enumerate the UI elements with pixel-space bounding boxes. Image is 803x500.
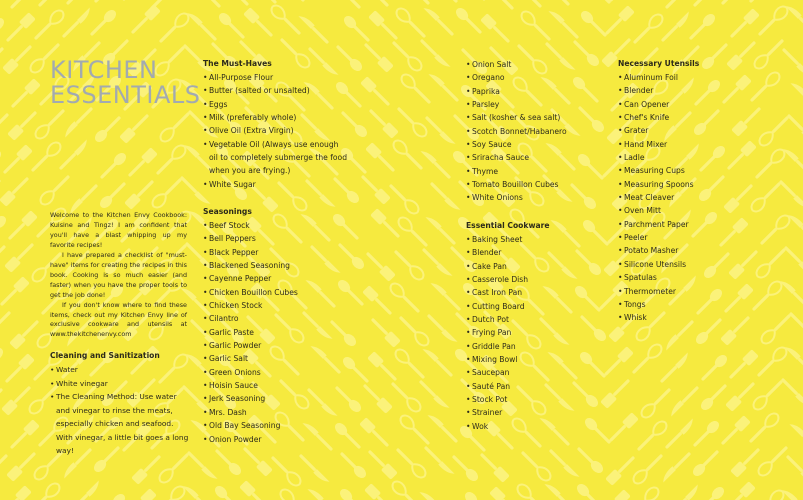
knife-icon bbox=[426, 313, 458, 345]
seasonings-list bbox=[203, 219, 363, 446]
knife-icon bbox=[660, 11, 692, 43]
knife-icon bbox=[70, 480, 102, 500]
spatula-icon bbox=[361, 40, 394, 73]
list-item: • Milk (preferably whole) bbox=[203, 111, 363, 124]
knife-icon bbox=[427, 412, 459, 444]
knife-icon bbox=[190, 0, 222, 9]
knife-icon bbox=[429, 181, 461, 213]
knife-icon bbox=[420, 148, 452, 180]
knife-icon bbox=[669, 484, 701, 500]
knife-icon bbox=[302, 0, 334, 1]
whisk-icon bbox=[388, 281, 423, 316]
list-item: • White vinegar bbox=[50, 377, 190, 391]
whisk-icon bbox=[518, 448, 553, 483]
list-item: • Black Pepper bbox=[203, 246, 363, 259]
cleaning-section bbox=[50, 350, 190, 458]
knife-icon bbox=[423, 445, 455, 477]
whisk-icon bbox=[751, 377, 786, 412]
spatula-icon bbox=[0, 276, 30, 309]
whisk-icon bbox=[751, 488, 786, 500]
spoon-icon bbox=[458, 0, 489, 4]
spatula-icon bbox=[366, 106, 399, 139]
list-item: • Aluminum Foil bbox=[618, 71, 768, 84]
spatula-icon bbox=[726, 349, 759, 382]
list-item: • Wok bbox=[466, 420, 616, 433]
knife-icon bbox=[664, 418, 696, 450]
whisk-icon bbox=[28, 140, 63, 175]
spatula-icon bbox=[606, 0, 639, 5]
knife-icon bbox=[425, 214, 457, 246]
whisk-icon bbox=[755, 4, 790, 39]
spatula-icon bbox=[723, 481, 756, 500]
spatula-icon bbox=[0, 144, 33, 177]
list-item: • Thyme bbox=[466, 165, 616, 178]
knife-icon bbox=[424, 115, 456, 147]
list-item: • Garlic Salt bbox=[203, 352, 363, 365]
list-item: • Cayenne Pepper bbox=[203, 272, 363, 285]
list-item: • Cast Iron Pan bbox=[466, 286, 616, 299]
whisk-icon bbox=[393, 445, 428, 480]
whisk-icon bbox=[152, 484, 187, 500]
list-item: • Paprika bbox=[466, 85, 616, 98]
spoon-icon bbox=[574, 444, 605, 475]
spatula-icon bbox=[598, 489, 631, 500]
list-item: • Spatulas bbox=[618, 271, 768, 284]
cookware-heading: Essential Cookware bbox=[466, 221, 550, 230]
list-item: • Eggs bbox=[203, 98, 363, 111]
list-item: • Water bbox=[50, 363, 190, 377]
list-item: • Chicken Stock bbox=[203, 299, 363, 312]
spoon-icon bbox=[583, 0, 614, 7]
list-item: • Meat Cleaver bbox=[618, 191, 768, 204]
spatula-icon bbox=[360, 76, 393, 109]
knife-icon bbox=[548, 8, 580, 40]
utensils-list bbox=[618, 71, 768, 325]
whisk-icon bbox=[631, 451, 666, 486]
spatula-icon bbox=[128, 4, 161, 37]
whisk-icon bbox=[27, 481, 62, 500]
cleaning-heading: Cleaning and Sanitization bbox=[50, 351, 160, 360]
list-item: • Cilantro bbox=[203, 312, 363, 325]
spoon-icon bbox=[0, 346, 5, 377]
spatula-icon bbox=[477, 450, 510, 483]
whisk-icon bbox=[389, 38, 424, 73]
whisk-icon bbox=[399, 72, 434, 107]
whisk-icon bbox=[391, 247, 426, 282]
utensils-section bbox=[618, 58, 768, 325]
knife-icon bbox=[419, 489, 451, 500]
whisk-icon bbox=[269, 3, 304, 38]
list-item: • Dutch Pot bbox=[466, 313, 616, 326]
spatula-icon bbox=[727, 8, 760, 41]
spoon-icon bbox=[0, 451, 11, 482]
whisk-icon bbox=[398, 413, 433, 448]
spoon-icon bbox=[221, 0, 252, 9]
spatula-icon bbox=[0, 174, 32, 207]
whisk-icon bbox=[754, 345, 789, 380]
list-item: • Chicken Bouillon Cubes bbox=[203, 286, 363, 299]
list-item: • Hand Mixer bbox=[618, 138, 768, 151]
list-item: • Measuring Spoons bbox=[618, 178, 768, 191]
knife-icon bbox=[307, 486, 339, 500]
spoon-icon bbox=[91, 0, 122, 6]
list-item: • White Sugar bbox=[203, 178, 363, 191]
spoon-icon bbox=[698, 353, 729, 384]
whisk-icon bbox=[396, 215, 431, 250]
cookware-section bbox=[466, 220, 616, 433]
knife-icon bbox=[298, 13, 330, 45]
list-item: • Mrs. Dash bbox=[203, 406, 363, 419]
spatula-icon bbox=[124, 488, 157, 500]
knife-icon bbox=[65, 0, 97, 6]
list-item: • Blender bbox=[618, 84, 768, 97]
knife-icon bbox=[423, 5, 455, 37]
list-item: • Frying Pan bbox=[466, 326, 616, 339]
knife-icon bbox=[186, 450, 218, 482]
knife-icon bbox=[783, 245, 803, 277]
spoon-icon bbox=[686, 12, 717, 43]
list-item: • Hoisin Sauce bbox=[203, 379, 363, 392]
spatula-icon bbox=[7, 0, 40, 12]
whisk-icon bbox=[268, 453, 303, 488]
knife-icon bbox=[778, 179, 803, 211]
list-item: • Sriracha Sauce bbox=[466, 151, 616, 164]
knife-icon bbox=[430, 280, 462, 312]
knife-icon bbox=[789, 421, 803, 453]
knife-icon bbox=[781, 47, 803, 79]
list-item: • Salt (kosher & sea salt) bbox=[466, 111, 616, 124]
whisk-icon bbox=[629, 342, 664, 377]
spoon-icon bbox=[691, 447, 722, 478]
page-title bbox=[50, 58, 201, 108]
knife-icon bbox=[779, 278, 803, 310]
list-item: • Scotch Bonnet/Habanero bbox=[466, 125, 616, 138]
list-item: • Oven Mitt bbox=[618, 204, 768, 217]
spoon-icon bbox=[463, 490, 494, 500]
spoon-icon bbox=[93, 113, 124, 144]
must-haves-section bbox=[203, 58, 363, 191]
spoon-icon bbox=[690, 419, 721, 450]
knife-icon bbox=[421, 247, 453, 279]
spoon-icon bbox=[579, 9, 610, 40]
spoon-icon bbox=[87, 8, 118, 39]
knife-icon bbox=[785, 3, 803, 35]
spoon-icon bbox=[0, 16, 6, 47]
list-item: • Can Opener bbox=[618, 98, 768, 111]
whisk-icon bbox=[31, 8, 66, 43]
spatula-icon bbox=[718, 0, 751, 8]
list-item: • Tomato Bouillon Cubes bbox=[466, 178, 616, 191]
spoon-icon bbox=[695, 485, 726, 500]
spoon-icon bbox=[333, 0, 364, 12]
list-item: • The Cleaning Method: Use water and vinegar to rinse the meats, especially chicken and seafood. With vinegar, a little bit goes a long way! bbox=[50, 390, 190, 458]
spatula-icon bbox=[8, 78, 41, 111]
knife-icon bbox=[784, 344, 803, 376]
knife-icon bbox=[789, 0, 803, 2]
list-item: • Cake Pan bbox=[466, 260, 616, 273]
list-item: • Strainer bbox=[466, 406, 616, 419]
spoon-icon bbox=[213, 484, 244, 500]
list-item: • Ladle bbox=[618, 151, 768, 164]
spoon-icon bbox=[690, 0, 721, 10]
list-item: • Silicone Utensils bbox=[618, 258, 768, 271]
knife-icon bbox=[785, 454, 803, 486]
spatula-icon bbox=[4, 240, 37, 273]
whisk-icon bbox=[634, 419, 669, 454]
spatula-icon bbox=[484, 0, 517, 13]
intro-paragraph-2: I have prepared a checklist of "must-have" items for creating the recipes in this book. Cooking is so much easier (and faster) when you have the proper tools to get the job done! bbox=[50, 250, 187, 299]
knife-icon bbox=[782, 146, 803, 178]
knife-icon bbox=[659, 352, 691, 384]
spatula-icon bbox=[359, 417, 392, 450]
list-item: • Olive Oil (Extra Virgin) bbox=[203, 124, 363, 137]
whisk-icon bbox=[38, 172, 73, 207]
spoon-icon bbox=[338, 487, 369, 500]
whisk-icon bbox=[396, 313, 431, 348]
list-item: • Beef Stock bbox=[203, 219, 363, 232]
knife-icon bbox=[61, 7, 93, 39]
knife-icon bbox=[62, 106, 94, 138]
list-item: • Onion Salt bbox=[466, 58, 616, 71]
knife-icon bbox=[58, 139, 90, 171]
list-item: • Old Bay Seasoning bbox=[203, 419, 363, 432]
knife-icon bbox=[418, 379, 450, 411]
knife-icon bbox=[428, 71, 460, 103]
cookware-list bbox=[466, 233, 616, 433]
spatula-icon bbox=[119, 0, 152, 4]
whisk-icon bbox=[746, 411, 781, 446]
list-item: • Oregano bbox=[466, 71, 616, 84]
knife-icon bbox=[664, 0, 696, 10]
whisk-icon bbox=[391, 138, 426, 173]
spatula-icon bbox=[2, 353, 35, 386]
spatula-icon bbox=[239, 480, 272, 500]
spatula-icon bbox=[363, 249, 396, 282]
list-item: • Casserole Dish bbox=[466, 273, 616, 286]
list-item: • Parchment Paper bbox=[618, 218, 768, 231]
whisk-icon bbox=[390, 479, 425, 500]
spoon-icon bbox=[0, 489, 2, 500]
list-item: • Blackened Seasoning bbox=[203, 259, 363, 272]
spatula-icon bbox=[5, 210, 38, 243]
cleaning-list bbox=[50, 363, 190, 458]
spatula-icon bbox=[125, 147, 158, 180]
spatula-icon bbox=[602, 5, 635, 38]
whisk-icon bbox=[278, 487, 313, 500]
intro-text bbox=[50, 211, 187, 340]
whisk-icon bbox=[394, 6, 429, 41]
spoon-icon bbox=[0, 148, 3, 179]
spoon-icon bbox=[96, 492, 127, 500]
list-item: • Parsley bbox=[466, 98, 616, 111]
spoon-icon bbox=[217, 11, 248, 42]
utensils-heading: Necessary Utensils bbox=[618, 59, 700, 68]
list-item-continuation: when you are frying.) bbox=[209, 166, 291, 176]
title-line-2: ESSENTIALS bbox=[50, 81, 201, 109]
spoon-icon bbox=[342, 14, 373, 45]
list-item: • Onion Powder bbox=[203, 433, 363, 446]
list-item: • Stock Pot bbox=[466, 393, 616, 406]
whisk-icon bbox=[630, 12, 665, 47]
whisk-icon bbox=[158, 109, 193, 144]
spatula-icon bbox=[718, 415, 751, 448]
list-item: • Griddle Pan bbox=[466, 340, 616, 353]
list-item: • Saucepan bbox=[466, 366, 616, 379]
whisk-icon bbox=[153, 143, 188, 178]
knife-icon bbox=[419, 38, 451, 70]
spatula-icon bbox=[360, 381, 393, 414]
spatula-icon bbox=[480, 13, 513, 46]
list-item: • Blender bbox=[466, 246, 616, 259]
list-item: • All-Purpose Flour bbox=[203, 71, 363, 84]
whisk-icon bbox=[639, 385, 674, 420]
spoon-icon bbox=[454, 6, 485, 37]
intro-paragraph-3: If you don't know where to find these items, check out my Kitchen Envy line of exclusive cookware and utensils at www.thekitchenenvy.com bbox=[50, 300, 187, 339]
spoon-icon bbox=[449, 452, 480, 483]
title-line-1: KITCHEN bbox=[50, 56, 158, 84]
knife-icon bbox=[668, 385, 700, 417]
list-item: • Thermometer bbox=[618, 285, 768, 298]
whisk-icon bbox=[386, 181, 421, 216]
spoon-icon bbox=[699, 381, 730, 412]
seasonings-section bbox=[203, 206, 363, 446]
list-item: • Peeler bbox=[618, 231, 768, 244]
knife-icon bbox=[427, 0, 459, 4]
spoon-icon bbox=[212, 446, 243, 477]
spatula-icon bbox=[358, 172, 391, 205]
knife-icon bbox=[298, 453, 330, 485]
whisk-icon bbox=[634, 0, 669, 3]
list-item: • Baking Sheet bbox=[466, 233, 616, 246]
whisk-icon bbox=[756, 443, 791, 478]
knife-icon bbox=[780, 377, 803, 409]
knife-icon bbox=[790, 80, 803, 112]
list-item: • Garlic Powder bbox=[203, 339, 363, 352]
whisk-icon bbox=[398, 0, 433, 8]
spatula-icon bbox=[368, 315, 401, 348]
knife-icon bbox=[186, 10, 218, 42]
list-item: • White Onions bbox=[466, 191, 616, 204]
knife-icon bbox=[548, 448, 580, 480]
must-haves-heading: The Must-Haves bbox=[203, 59, 272, 68]
knife-icon bbox=[781, 487, 803, 500]
whisk-icon bbox=[510, 0, 545, 11]
whisk-icon bbox=[519, 9, 554, 44]
spoon-icon bbox=[0, 308, 14, 339]
spatula-icon bbox=[0, 485, 32, 500]
list-item: • Butter (salted or unsalted) bbox=[203, 84, 363, 97]
spatula-icon bbox=[240, 444, 273, 477]
list-item: • Bell Peppers bbox=[203, 232, 363, 245]
list-item-continuation: oil to completely submerge the food bbox=[209, 153, 348, 163]
list-item: • Jerk Seasoning bbox=[203, 392, 363, 405]
knife-icon bbox=[67, 183, 99, 215]
knife-icon bbox=[182, 483, 214, 500]
spoon-icon bbox=[0, 110, 12, 141]
spoon-icon bbox=[98, 179, 129, 210]
list-item: • Green Onions bbox=[203, 366, 363, 379]
list-item: • Soy Sauce bbox=[466, 138, 616, 151]
list-item: • Grater bbox=[618, 124, 768, 137]
list-item: • Potato Masher bbox=[618, 244, 768, 257]
spoon-icon bbox=[0, 214, 8, 245]
seasonings-continued-section bbox=[466, 58, 616, 205]
whisk-icon bbox=[515, 482, 550, 500]
whisk-icon bbox=[35, 0, 70, 10]
intro-paragraph-1: Welcome to the Kitchen Envy Cookbook: Kuisine and Tingz! I am confident that you'll have a blast whipping up my favorite recipes! bbox=[50, 211, 187, 249]
knife-icon bbox=[539, 0, 571, 7]
whisk-icon bbox=[393, 347, 428, 382]
list-item: • Mixing Bowl bbox=[466, 353, 616, 366]
knife-icon bbox=[544, 481, 576, 500]
seasonings-continued-list bbox=[466, 58, 616, 205]
whisk-icon bbox=[388, 379, 423, 414]
list-item: • Vegetable Oil (Always use enough bbox=[203, 138, 363, 151]
list-item: • Chef's Knife bbox=[618, 111, 768, 124]
whisk-icon bbox=[33, 106, 68, 141]
spatula-icon bbox=[119, 111, 152, 144]
must-haves-list bbox=[203, 71, 363, 191]
whisk-icon bbox=[626, 485, 661, 500]
knife-icon bbox=[660, 451, 692, 483]
whisk-icon bbox=[394, 104, 429, 139]
spoon-icon bbox=[97, 151, 128, 182]
list-item: • Whisk bbox=[618, 311, 768, 324]
seasonings-heading: Seasonings bbox=[203, 207, 252, 216]
whisk-icon bbox=[150, 175, 185, 210]
list-item: • Garlic Paste bbox=[203, 326, 363, 339]
knife-icon bbox=[787, 212, 803, 244]
spatula-icon bbox=[365, 447, 398, 480]
spatula-icon bbox=[7, 419, 40, 452]
knife-icon bbox=[422, 346, 454, 378]
spoon-icon bbox=[575, 482, 606, 500]
list-item: • Sauté Pan bbox=[466, 380, 616, 393]
spoon-icon bbox=[337, 449, 368, 480]
list-item: • Cutting Board bbox=[466, 300, 616, 313]
whisk-icon bbox=[746, 0, 781, 6]
whisk-icon bbox=[273, 0, 308, 5]
list-item: • Measuring Cups bbox=[618, 164, 768, 177]
whisk-icon bbox=[156, 11, 191, 46]
spatula-icon bbox=[359, 0, 392, 10]
list-item: • Tongs bbox=[618, 298, 768, 311]
spatula-icon bbox=[3, 12, 36, 45]
